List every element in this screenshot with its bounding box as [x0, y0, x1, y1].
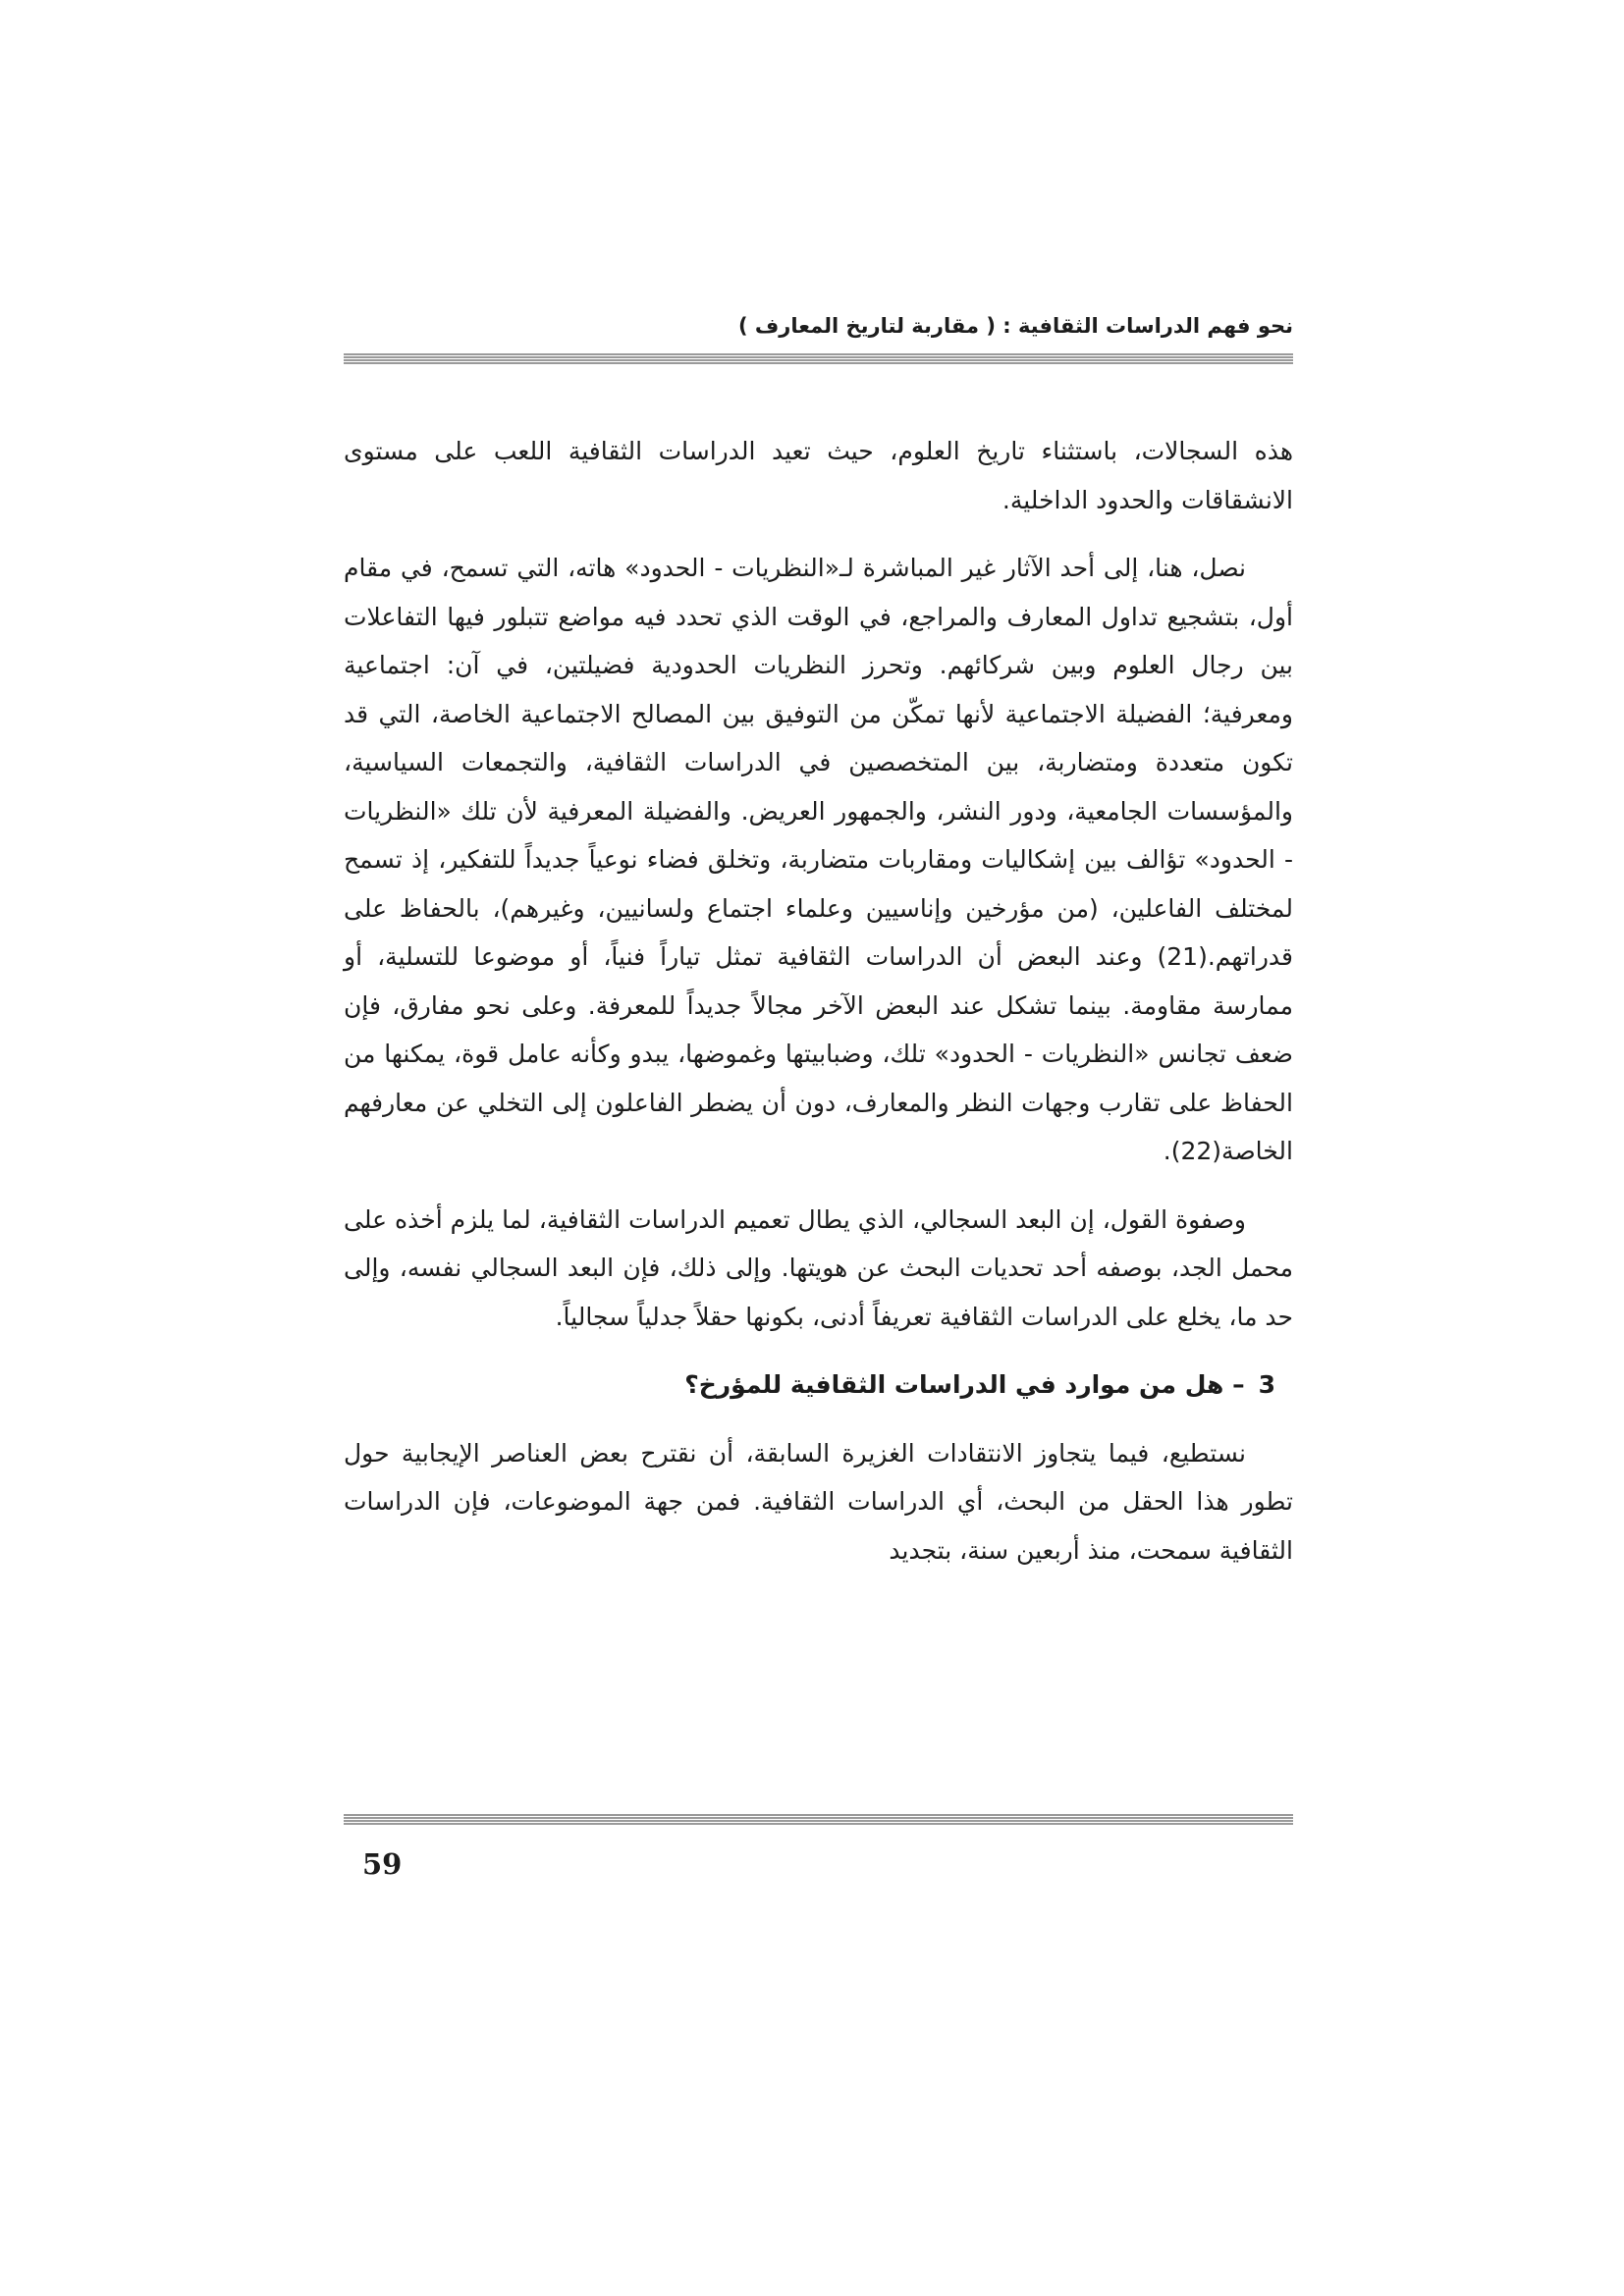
page-number: 59: [362, 1847, 403, 1881]
paragraph-4: نستطيع، فيما يتجاوز الانتقادات الغزيرة السابقة، أن نقترح بعض العناصر الإيجابية حول تطور هذا الحقل من البحث، أي الدراسات الثقافية. فمن جهة الموضوعات، فإن الدراسات الثقافية سمحت، منذ أربعين سنة، بتجديد: [344, 1438, 1293, 1565]
paragraph-3: وصفوة القول، إن البعد السجالي، الذي يطال تعميم الدراسات الثقافية، لما يلزم أخذه على محمل الجد، بوصفه أحد تحديات البحث عن هويتها. وإلى ذلك، فإن البعد السجالي نفسه، وإلى حد ما، يخلع على الدراسات الثقافية تعريفاً أدنى، بكونها حقلاً جدلياً سجالياً.: [344, 1204, 1293, 1331]
paragraph-gap: [344, 1341, 1293, 1361]
section-title: هل من موارد في الدراسات الثقافية للمؤرخ؟: [684, 1370, 1224, 1399]
paragraph-gap: [344, 1410, 1293, 1429]
body-text: [344, 427, 1293, 1575]
header-rule: [344, 353, 1293, 365]
paragraph-gap: [344, 1176, 1293, 1196]
section-heading: [344, 1361, 1293, 1410]
section-dash: –: [1232, 1370, 1245, 1399]
paragraph-2: نصل، هنا، إلى أحد الآثار غير المباشرة لـ«النظريات - الحدود» هاته، التي تسمح، في مقام أول، بتشجيع تداول المعارف والمراجع، في الوقت الذي تحدد فيه مواضع تتبلور فيها التفاعلات بين رجال العلوم وبين شركائهم. وتحرز النظريات الحدودية فضيلتين، في آن: اجتماعية ومعرفية؛ الفضيلة الاجتماعية لأنها تمكّن من التوفيق بين المصالح الاجتماعية الخاصة، التي قد تكون متعددة ومتضاربة، بين المتخصصين في الدراسات الثقافية، والتجمعات السياسية، والمؤسسات الجامعية، ودور النشر، والجمهور العريض. والفضيلة المعرفية لأن تلك «النظريات - الحدود» تؤالف بين إشكاليات ومقاربات متضاربة، وتخلق فضاء نوعياً جديداً للتفكير، إذ تسمح لمختلف الفاعلين، (من مؤرخين وإناسيين وعلماء اجتماع ولسانيين، وغيرهم)، بالحفاظ على قدراتهم.(21) وعند البعض أن الدراسات الثقافية تمثل تياراً فنياً، أو موضوعا للتسلية، أو ممارسة مقاومة. بينما تشكل عند البعض الآخر مجالاً جديداً للمعرفة. وعلى نحو مفارق، فإن ضعف تجانس «النظريات - الحدود» تلك، وضبابيتها وغموضها، يبدو وكأنه عامل قوة، يمكنها من الحفاظ على تقارب وجهات النظر والمعارف، دون أن يضطر الفاعلون إلى التخلي عن معارفهم الخاصة(22).: [344, 554, 1293, 1165]
section-number: 3: [1258, 1370, 1275, 1399]
paragraph-1: هذه السجالات، باستثناء تاريخ العلوم، حيث تعيد الدراسات الثقافية اللعب على مستوى الانشقاقات والحدود الداخلية.: [344, 437, 1293, 514]
footer-rule: [344, 1814, 1293, 1826]
paragraph-gap: [344, 524, 1293, 544]
running-header: نحو فهم الدراسات الثقافية : ( مقاربة لتاريخ المعارف ): [737, 314, 1293, 338]
